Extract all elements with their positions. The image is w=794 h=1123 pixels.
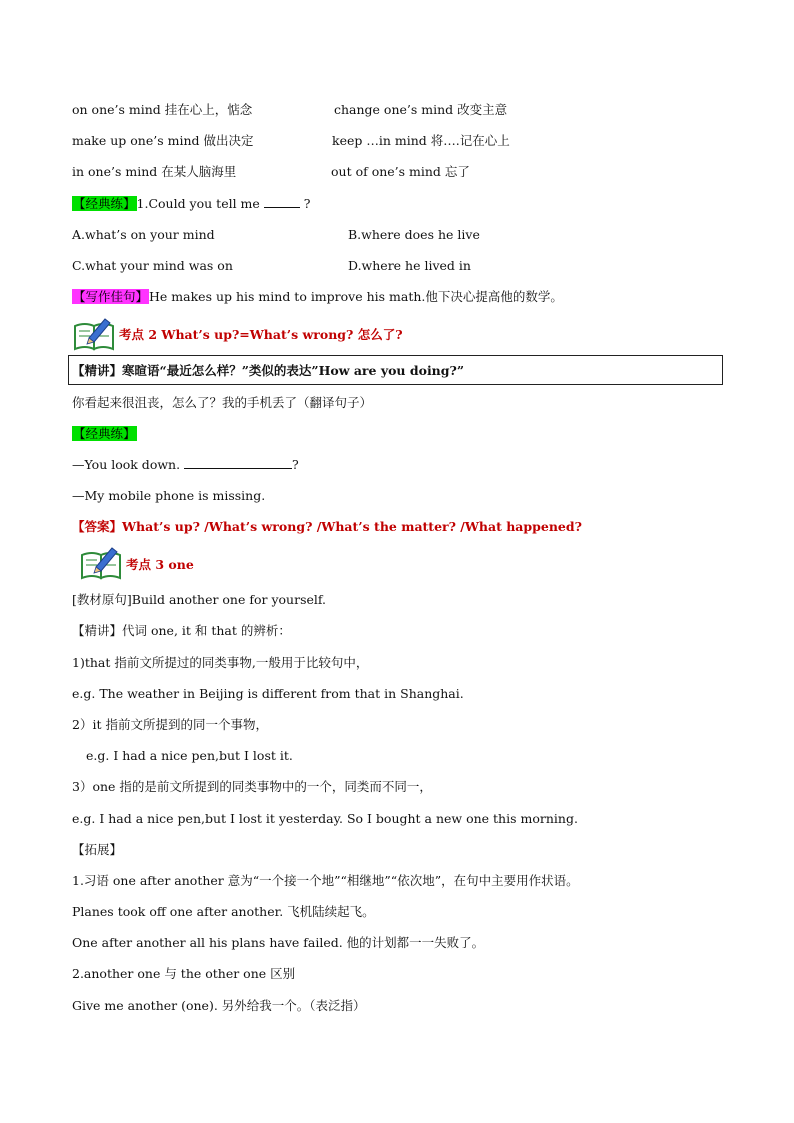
- phrase-make-up-ones-mind: make up one’s mind 做出决定: [72, 133, 254, 148]
- phrase-change-ones-mind: change one’s mind 改变主意: [334, 102, 508, 117]
- point2-answer: 【答案】What’s up? /What’s wrong? /What’s the matter? /What happened?: [72, 519, 582, 534]
- point2-heading: 考点 2 What’s up?=What’s wrong? 怎么了?: [119, 327, 403, 342]
- book-pen-icon: [72, 316, 118, 352]
- exercise1-question: 【经典练】1.Could you tell me ?: [73, 196, 311, 211]
- point3-ext1-example1: Planes took off one after another. 飞机陆续起飞。: [72, 904, 375, 919]
- point3-ext1: 1.习语 one after another 意为“一个接一个地”“相继地”“依次地”，在句中主要用作状语。: [72, 873, 579, 888]
- point3-item3: 3）one 指的是前文所提到的同类事物中的一个，同类而不同一，: [72, 779, 432, 794]
- point3-extend-title: 【拓展】: [72, 842, 123, 857]
- phrase-out-of-ones-mind: out of one’s mind 忘了: [331, 164, 470, 179]
- point2-exercise-tag-line: [72, 425, 137, 443]
- exercise-tag: 【经典练】: [73, 426, 136, 441]
- writing-tag: 【写作佳句】: [73, 289, 149, 304]
- dialog-line-1: —You look down. ?: [72, 457, 299, 472]
- point3-item2: 2）it 指前文所提到的同一个事物，: [72, 717, 268, 732]
- option-a: A.what’s on your mind: [72, 227, 215, 242]
- exercise-tag: 【经典练】: [73, 196, 136, 211]
- point3-heading: 考点 3 one: [126, 557, 194, 572]
- writing-sentence: 【写作佳句】He makes up his mind to improve his math.他下决心提高他的数学。: [73, 289, 563, 304]
- point2-translate-task: 你看起来很沮丧，怎么了？我的手机丢了（翻译句子）: [72, 395, 373, 410]
- option-d: D.where he lived in: [348, 258, 471, 273]
- option-c: C.what your mind was on: [72, 258, 233, 273]
- option-b: B.where does he live: [348, 227, 480, 242]
- point2-explain-text: 【精讲】寒暄语“最近怎么样？”类似的表达”How are you doing?”: [72, 363, 465, 378]
- point3-item1: 1)that 指前文所提过的同类事物,一般用于比较句中，: [72, 655, 369, 670]
- point3-ext2: 2.another one 与 the other one 区别: [72, 966, 296, 981]
- point3-ext2-example: Give me another (one). 另外给我一个。（表泛指）: [72, 998, 366, 1013]
- point3-item2-example: e.g. I had a nice pen,but I lost it.: [86, 748, 293, 763]
- point3-item3-example: e.g. I had a nice pen,but I lost it yesterday. So I bought a new one this morning.: [72, 811, 578, 826]
- dialog-line-2: —My mobile phone is missing.: [72, 488, 266, 503]
- book-pen-icon: [79, 545, 125, 581]
- point3-ext1-example2: One after another all his plans have failed. 他的计划都一一失败了。: [72, 935, 485, 950]
- point3-explain-title: 【精讲】代词 one, it 和 that 的辨析：: [72, 623, 291, 638]
- point3-original-sentence: [教材原句]Build another one for yourself.: [72, 592, 327, 607]
- phrase-keep-in-mind: keep …in mind 将….记在心上: [332, 133, 510, 148]
- phrase-on-ones-mind: on one’s mind 挂在心上，惦念: [72, 102, 253, 117]
- answer-blank[interactable]: [184, 456, 292, 469]
- answer-blank[interactable]: [264, 195, 300, 208]
- phrase-in-ones-mind: in one’s mind 在某人脑海里: [72, 164, 237, 179]
- point3-item1-example: e.g. The weather in Beijing is different from that in Shanghai.: [72, 686, 464, 701]
